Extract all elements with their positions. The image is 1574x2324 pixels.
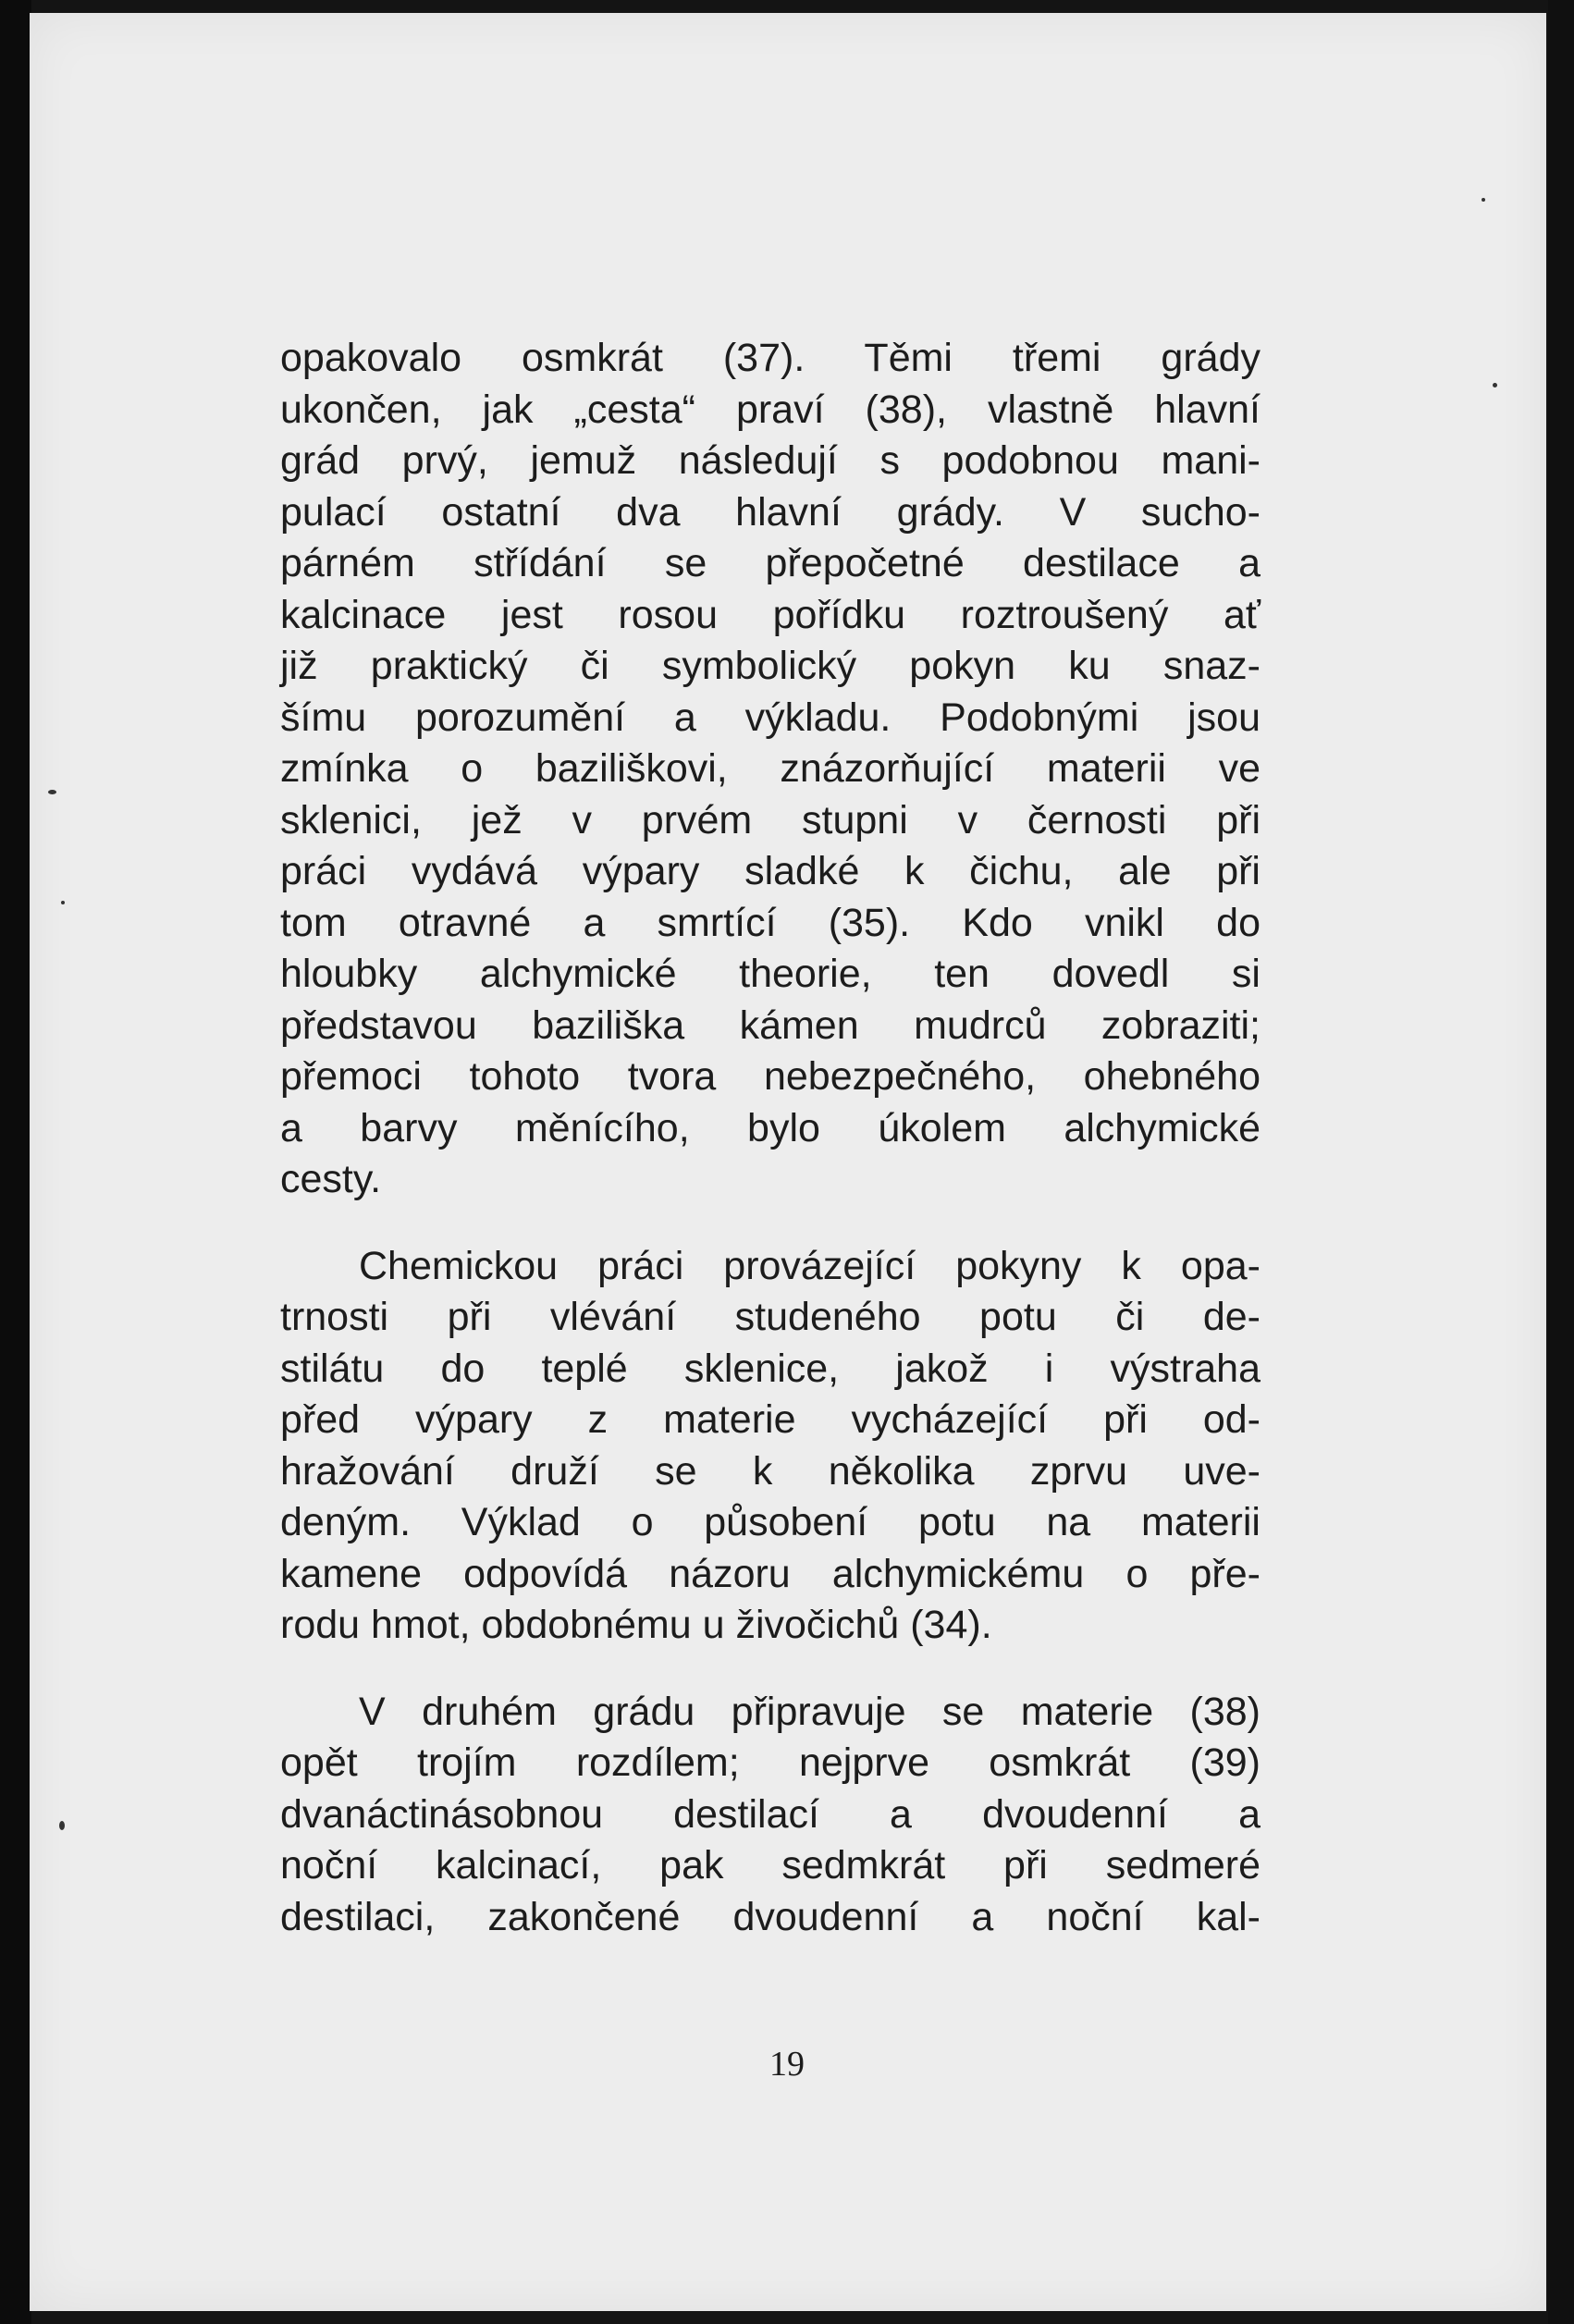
text-line: šímu porozumění a výkladu. Podobnými jsou — [280, 695, 1260, 740]
page-number: 19 — [769, 2045, 805, 2084]
paragraph-gap — [280, 1652, 1260, 1687]
text-line: dvanáctinásobnou destilací a dvoudenní a — [280, 1791, 1260, 1837]
text-line: opakovalo osmkrát (37). Těmi třemi grády — [280, 336, 1260, 380]
text-line: kalcinace jest rosou pořídku roztroušený ať — [280, 592, 1260, 637]
text-line: cesty. — [280, 1157, 382, 1201]
text-line: tom otravné a smrtící (35). Kdo vnikl do — [280, 900, 1260, 945]
paragraph — [280, 333, 1260, 1206]
body-text — [280, 333, 1260, 1943]
text-line: rodu hmot, obdobnému u živočichů (34). — [280, 1603, 992, 1647]
paragraph — [280, 1241, 1260, 1652]
text-line: hražování druží se k několika zprvu uve- — [280, 1448, 1260, 1494]
book-binding-shadow — [0, 0, 31, 2324]
text-line: opět trojím rozdílem; nejprve osmkrát (39) — [280, 1740, 1260, 1785]
text-line: grád prvý, jemuž následují s podobnou mani- — [280, 438, 1260, 483]
text-line: kamene odpovídá názoru alchymickému o pře- — [280, 1551, 1260, 1596]
page-edge-shadow — [1548, 0, 1574, 2324]
print-speck — [61, 901, 65, 904]
text-line: před výpary z materie vycházející při od- — [280, 1397, 1260, 1442]
paragraph-gap — [280, 1206, 1260, 1241]
print-speck — [48, 790, 56, 794]
text-line: představou baziliška kámen mudrců zobraziti; — [280, 1002, 1260, 1048]
text-line: již praktický či symbolický pokyn ku snaz- — [280, 644, 1260, 688]
text-line: Chemickou práci provázející pokyny k opa- — [359, 1243, 1260, 1288]
text-line: destilaci, zakončené dvoudenní a noční kal- — [280, 1894, 1260, 1939]
text-line: deným. Výklad o působení potu na materii — [280, 1500, 1260, 1544]
print-speck — [59, 1821, 65, 1830]
text-line: přemoci tohoto tvora nebezpečného, ohebného — [280, 1054, 1260, 1099]
text-line: práci vydává výpary sladké k čichu, ale při — [280, 849, 1260, 893]
print-speck — [1493, 383, 1497, 387]
text-line: trnosti při vlévání studeného potu či de- — [280, 1295, 1260, 1339]
text-line: párném střídání se přepočetné destilace a — [280, 541, 1260, 585]
text-line: sklenici, jež v prvém stupni v černosti při — [280, 797, 1260, 842]
text-line: zmínka o baziliškovi, znázorňující materii ve — [280, 746, 1260, 791]
text-line: pulací ostatní dva hlavní grády. V sucho- — [280, 489, 1260, 535]
print-speck — [1482, 198, 1485, 202]
paragraph — [280, 1687, 1260, 1944]
text-line: noční kalcinací, pak sedmkrát při sedmeré — [280, 1843, 1260, 1887]
text-line: a barvy měnícího, bylo úkolem alchymické — [280, 1105, 1260, 1150]
text-line: V druhém grádu připravuje se materie (38) — [359, 1689, 1260, 1734]
text-line: ukončen, jak „cesta“ praví (38), vlastně hlavní — [280, 387, 1260, 432]
text-line: stilátu do teplé sklenice, jakož i výstraha — [280, 1346, 1260, 1391]
text-line: hloubky alchymické theorie, ten dovedl si — [280, 952, 1260, 996]
